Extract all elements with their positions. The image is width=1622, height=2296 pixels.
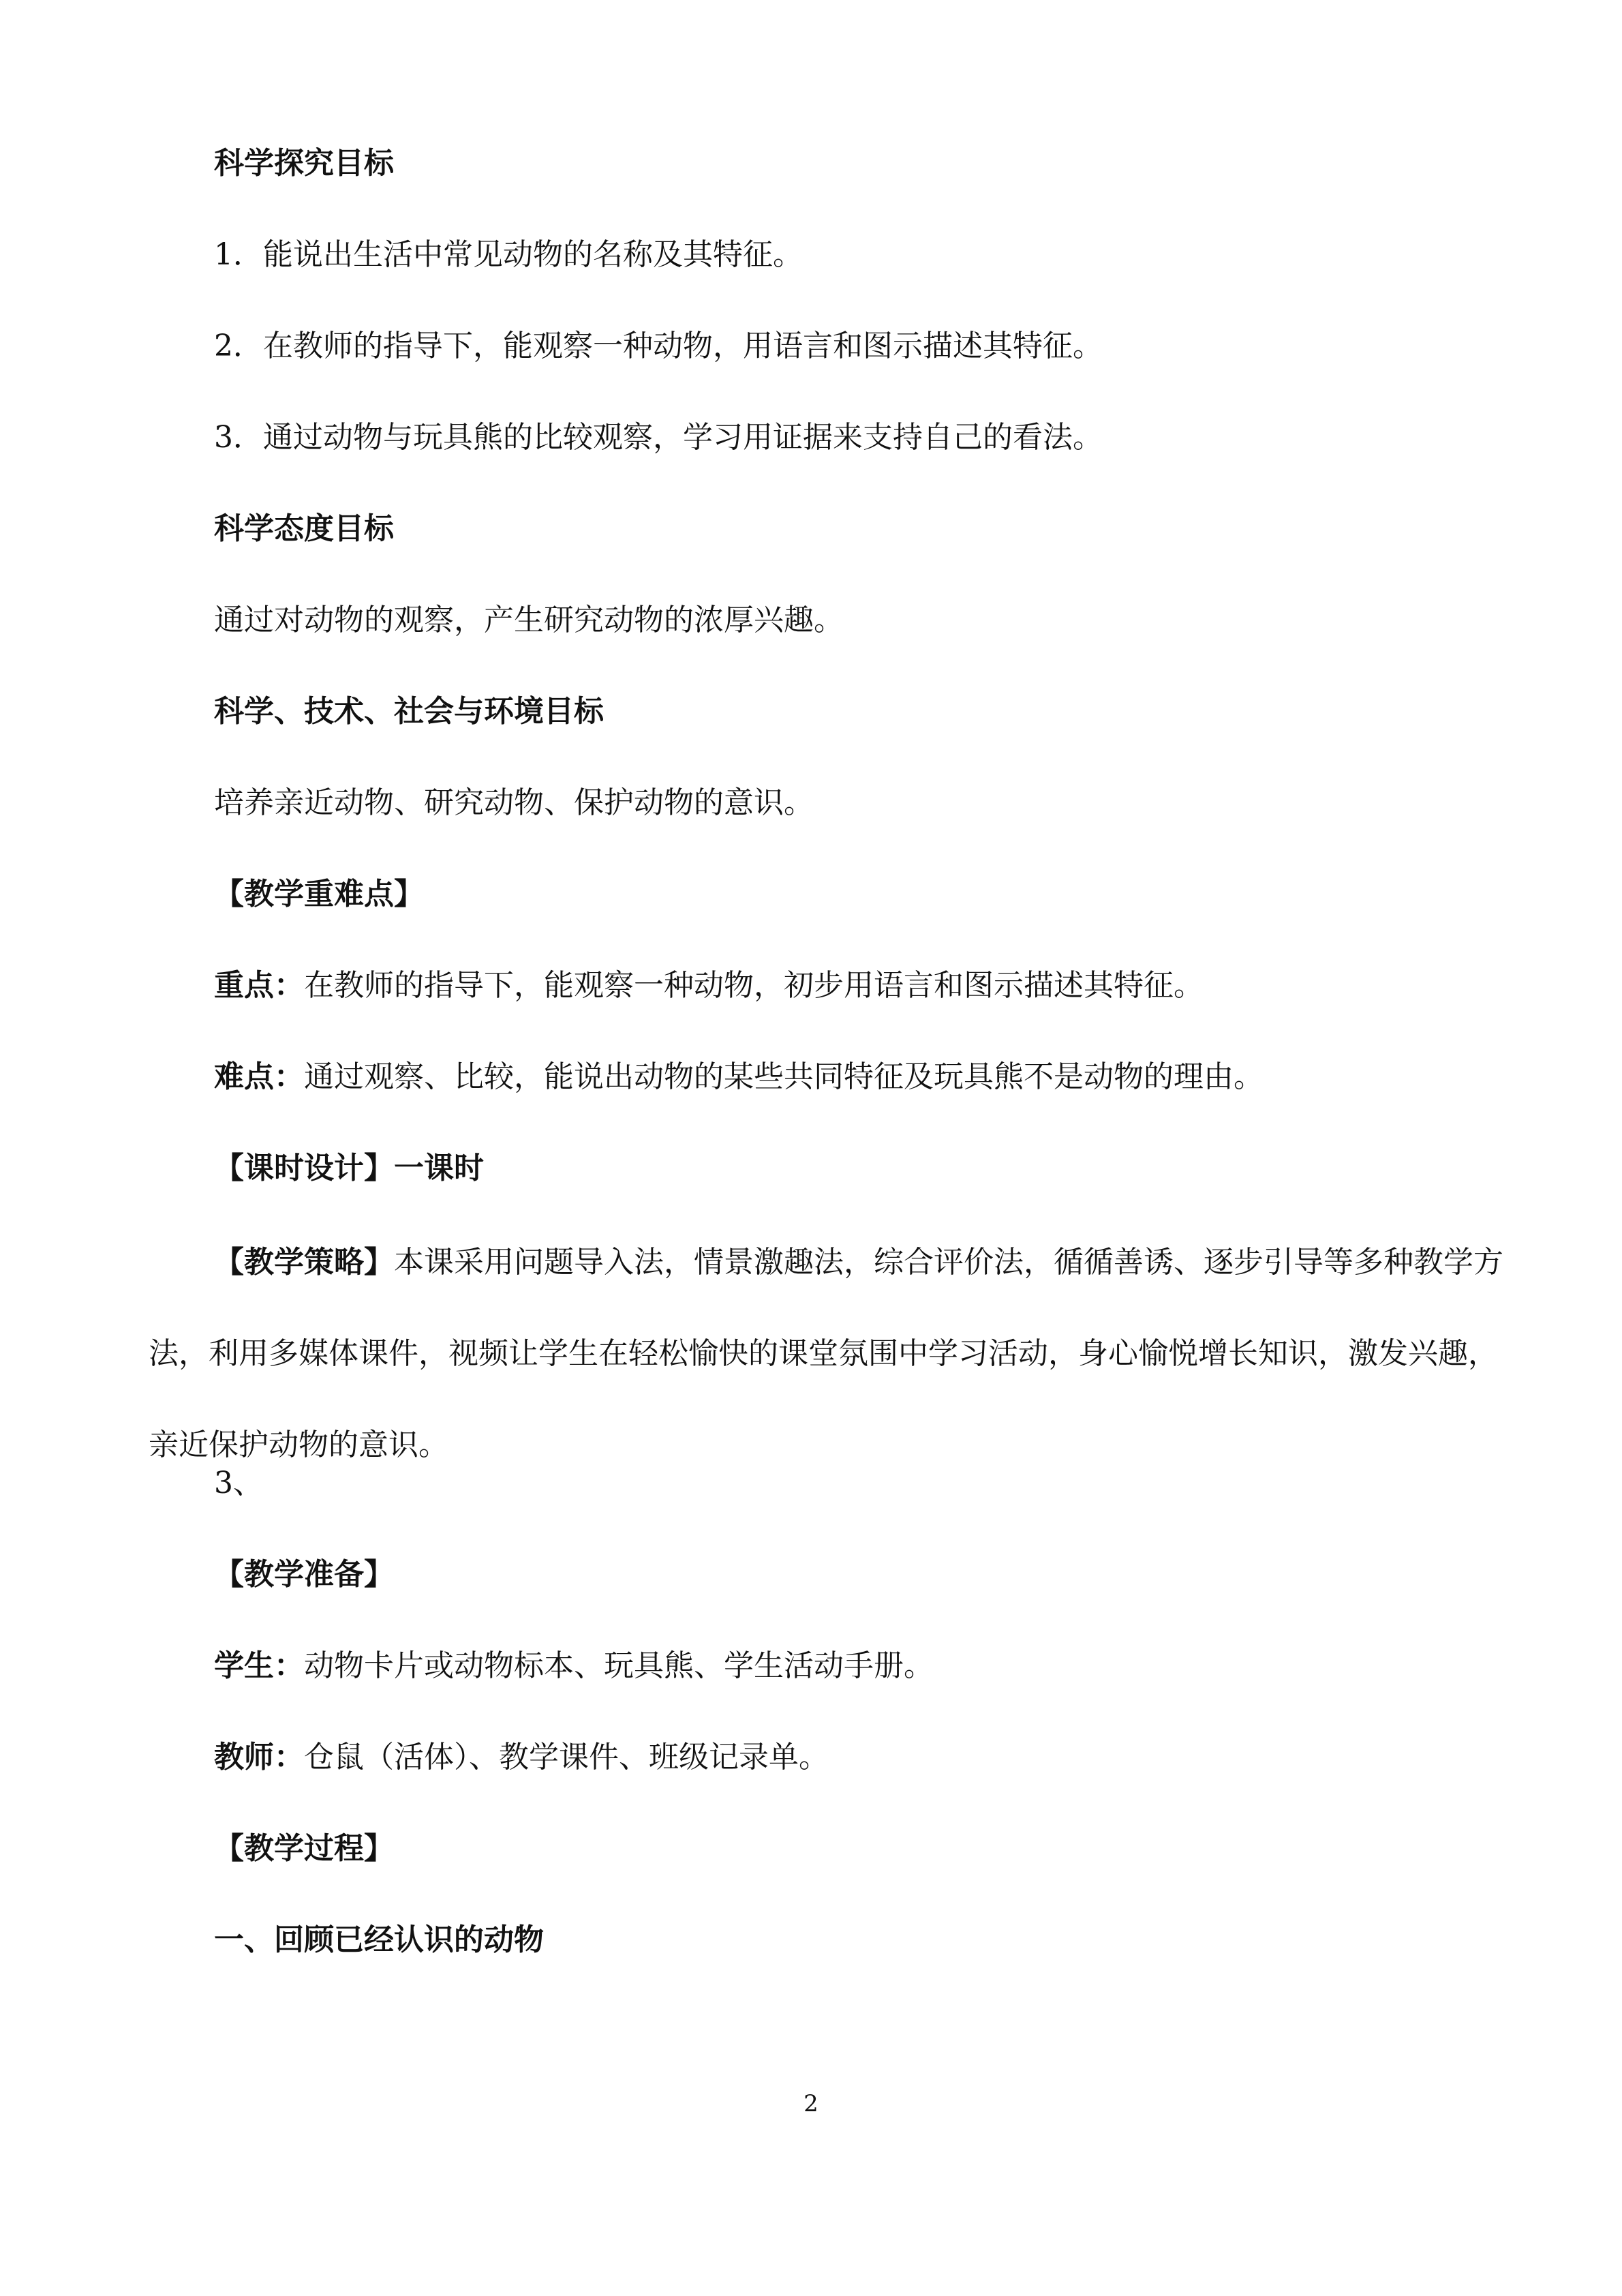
process-step-one: 一、回顾已经认识的动物 [214,1922,544,1957]
strategy-label: 【教学策略】 [214,1245,394,1280]
item-three: 3、 [214,1466,263,1500]
difficulty-text: 通过观察、比较，能说出动物的某些共同特征及玩具熊不是动物的理由。 [304,1059,1264,1094]
attitude-goal-heading: 科学态度目标 [214,511,394,546]
process-heading: 【教学过程】 [214,1831,394,1866]
key-point-line [214,965,1204,1006]
teacher-text: 仓鼠（活体）、教学课件、班级记录单。 [304,1740,829,1774]
difficulty-line [214,1057,1264,1098]
difficulty-label: 难点： [214,1059,304,1094]
page-number: 2 [804,2090,818,2117]
preparation-heading: 【教学准备】 [214,1557,394,1592]
student-label: 学生： [214,1648,304,1683]
teacher-preparation-line [214,1737,829,1778]
stse-goal-heading: 科学、技术、社会与环境目标 [214,694,604,729]
inquiry-goal-heading: 科学探究目标 [214,146,394,181]
attitude-goal-text: 通过对动物的观察，产生研究动物的浓厚兴趣。 [214,603,844,637]
stse-goal-text: 培养亲近动物、研究动物、保护动物的意识。 [214,785,814,820]
inquiry-goal-item-1: 1．能说出生活中常见动物的名称及其特征。 [214,237,803,272]
strategy-text: 本课采用问题导入法，情景激趣法，综合评价法，循循善诱、逐步引导等多种教学方法，利用多媒体课件，视频让学生在轻松愉快的课堂氛围中学习活动，身心愉悦增长知识，激发兴趣，亲近保护动物的意识。 [149,1245,1503,1462]
teacher-label: 教师： [214,1740,304,1774]
inquiry-goal-item-3: 3．通过动物与玩具熊的比较观察，学习用证据来支持自己的看法。 [214,420,1103,455]
strategy-paragraph [149,1217,1505,1491]
inquiry-goal-item-2: 2．在教师的指导下，能观察一种动物，用语言和图示描述其特征。 [214,329,1103,363]
student-text: 动物卡片或动物标本、玩具熊、学生活动手册。 [304,1648,934,1683]
student-preparation-line [214,1646,934,1687]
lesson-design-heading: 【课时设计】一课时 [214,1151,484,1185]
key-point-text: 在教师的指导下，能观察一种动物，初步用语言和图示描述其特征。 [304,968,1204,1003]
key-point-label: 重点： [214,968,304,1003]
key-points-heading: 【教学重难点】 [214,877,424,911]
